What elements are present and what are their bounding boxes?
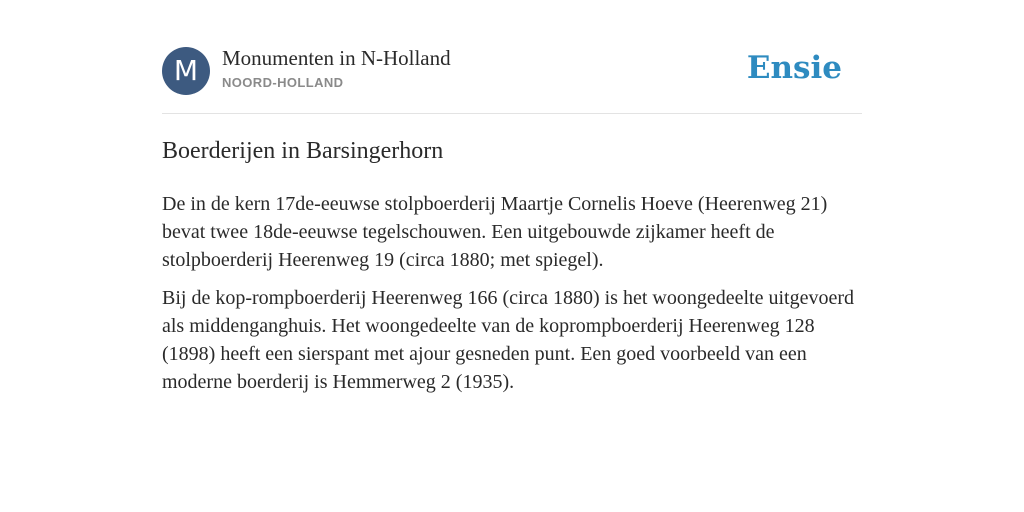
article-paragraph: De in de kern 17de-eeuwse stolpboerderij Maartje Cornelis Hoeve (Heerenweg 21) bevat twee 18de-eeuwse tegelschouwen. Een uitgebouwde zijkamer heeft de stolpboerderij Heerenweg 19 (circa 1880; met spiegel). xyxy=(162,193,828,271)
brand-logo[interactable]: Ensie xyxy=(746,50,842,86)
source-subtitle: NOORD-HOLLAND xyxy=(222,75,344,90)
article-title: Boerderijen in Barsingerhorn xyxy=(162,138,444,164)
avatar[interactable]: M xyxy=(162,47,210,95)
header-divider xyxy=(162,113,862,114)
source-header xyxy=(162,46,862,96)
article-body xyxy=(162,190,862,406)
source-title[interactable]: Monumenten in N-Holland xyxy=(222,46,451,70)
article-paragraph: Bij de kop-rompboerderij Heerenweg 166 (circa 1880) is het woongedeelte uitgevoerd als middenganghuis. Het woongedeelte van de koprompboerderij Heerenweg 128 (1898) heeft een sierspant met ajour gesneden punt. Een goed voorbeeld van een moderne boerderij is Hemmerweg 2 (1935). xyxy=(162,287,854,393)
